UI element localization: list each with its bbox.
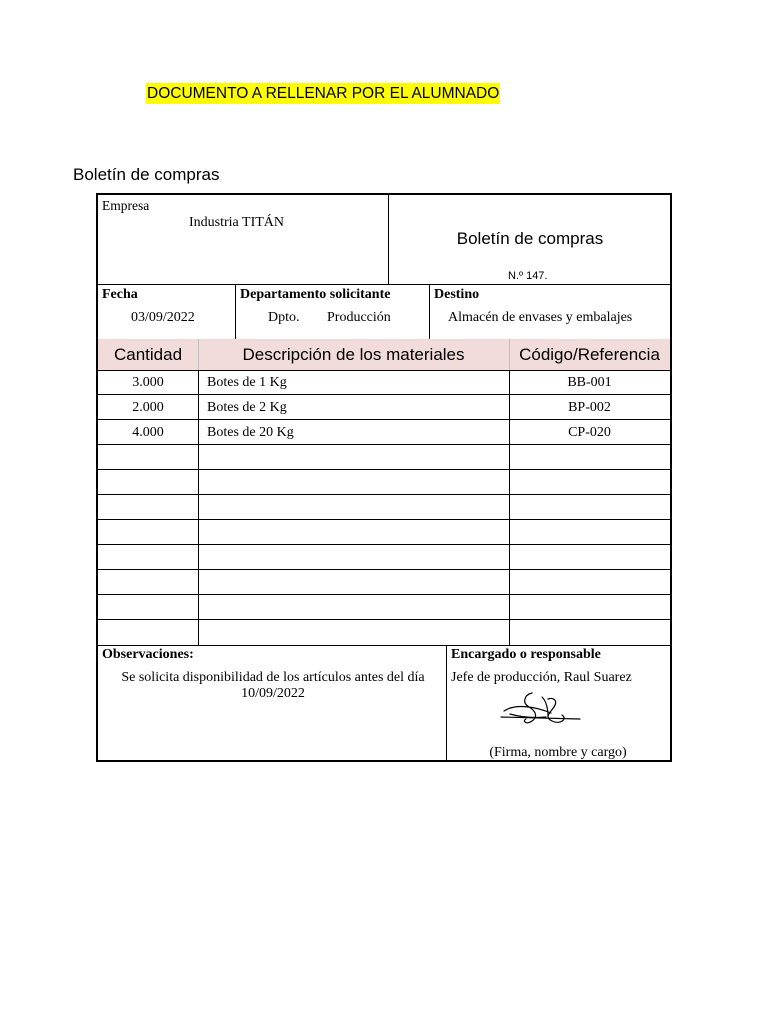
departamento-value-b: Producción: [327, 310, 391, 325]
observaciones-text-line2: 10/09/2022: [241, 686, 305, 701]
table-row: [98, 570, 670, 595]
descripcion-cell: Botes de 1 Kg: [207, 375, 287, 390]
signature-image: [496, 687, 586, 737]
observaciones-label: Observaciones:: [102, 647, 194, 662]
codigo-cell: BP-002: [568, 400, 611, 415]
table-row: [98, 470, 670, 495]
column-header-cantidad: Cantidad: [113, 345, 183, 364]
encargado-value: Jefe de producción, Raul Suarez: [451, 670, 632, 685]
destino-value: Almacén de envases y embalajes: [448, 310, 633, 325]
table-row: [98, 620, 670, 645]
empresa-label: Empresa: [102, 198, 150, 213]
empresa-value: Industria TITÁN: [189, 215, 284, 230]
codigo-cell: BB-001: [567, 375, 612, 390]
descripcion-cell: Botes de 20 Kg: [207, 425, 294, 440]
table-row: [98, 520, 670, 545]
table-row: [98, 495, 670, 520]
fecha-label: Fecha: [102, 287, 138, 302]
departamento-value-a: Dpto.: [268, 310, 300, 325]
departamento-label: Departamento solicitante: [240, 287, 391, 302]
column-header-descripcion: Descripción de los materiales: [242, 345, 465, 364]
destino-label: Destino: [434, 287, 480, 302]
document-subtitle: Boletín de compras: [73, 165, 220, 184]
table-row: [98, 445, 670, 470]
cantidad-cell: 2.000: [132, 400, 164, 415]
table-row: [98, 545, 670, 570]
codigo-cell: CP-020: [568, 425, 611, 440]
instruction-banner: DOCUMENTO A RELLENAR POR EL ALUMNADO: [147, 85, 500, 102]
cantidad-cell: 3.000: [132, 375, 164, 390]
cantidad-cell: 4.000: [132, 425, 164, 440]
observaciones-text-line1: Se solicita disponibilidad de los artículos antes del día: [121, 670, 425, 685]
table-row: [98, 595, 670, 620]
fecha-value: 03/09/2022: [131, 310, 195, 325]
table-row: [98, 420, 670, 445]
descripcion-cell: Botes de 2 Kg: [207, 400, 287, 415]
encargado-label: Encargado o responsable: [451, 647, 601, 662]
form-number: N.º 147.: [508, 270, 548, 282]
table-row: [98, 370, 670, 395]
firma-caption: (Firma, nombre y cargo): [489, 745, 627, 760]
purchase-form: [96, 193, 672, 762]
column-header-codigo: Código/Referencia: [519, 345, 660, 364]
table-row: [98, 395, 670, 420]
form-title: Boletín de compras: [456, 229, 604, 248]
